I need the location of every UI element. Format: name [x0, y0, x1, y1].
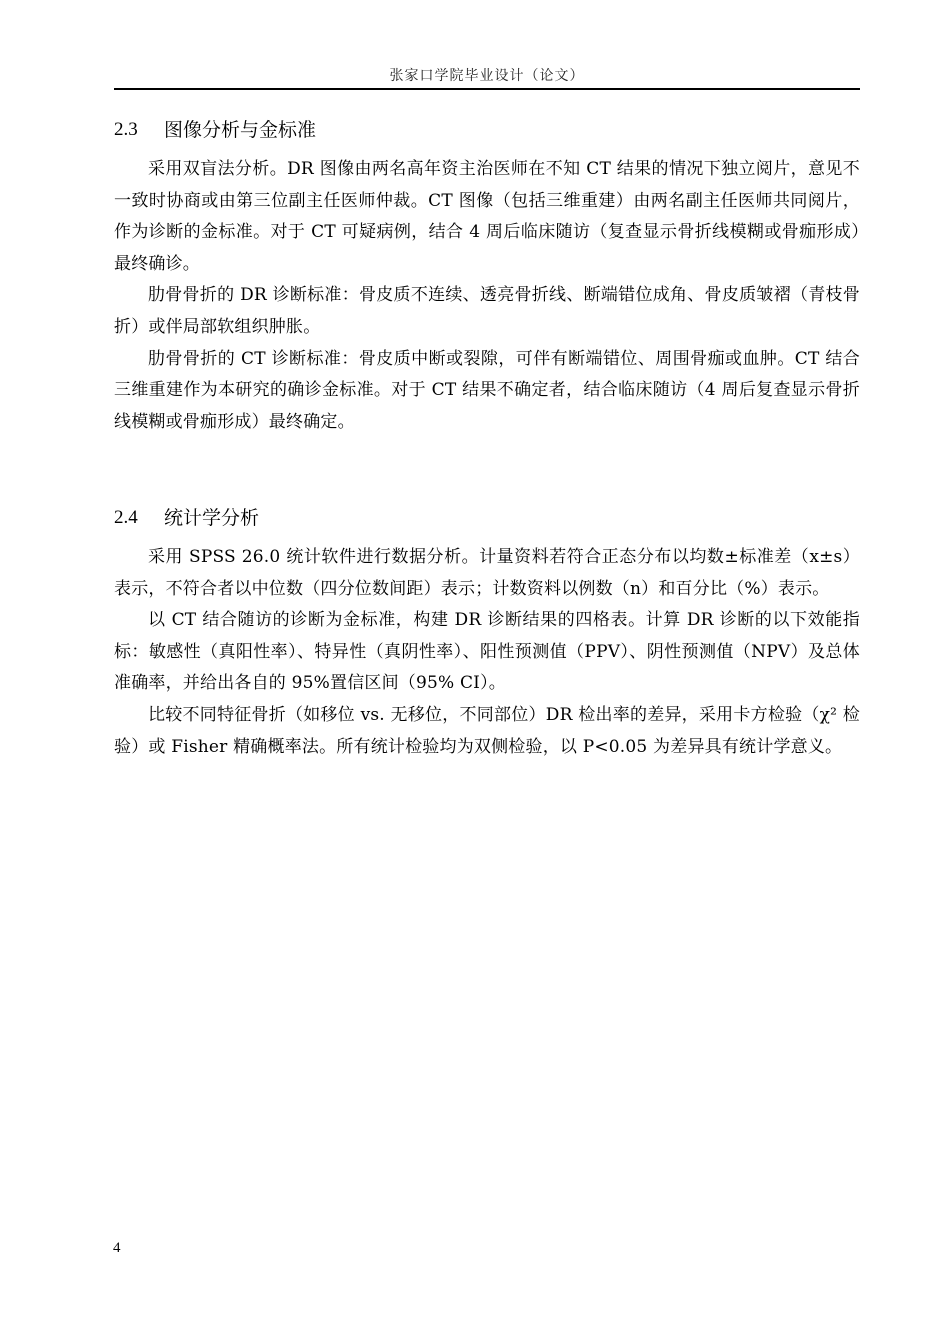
page-number: 4 — [113, 1240, 121, 1256]
section-heading — [114, 116, 860, 144]
paragraph: 肋骨骨折的 DR 诊断标准：骨皮质不连续、透亮骨折线、断端错位成角、骨皮质皱褶（青枝骨折）或伴局部软组织肿胀。 — [114, 285, 860, 337]
section-title: 统计学分析 — [164, 507, 260, 529]
paragraph: 以 CT 结合随访的诊断为金标准，构建 DR 诊断结果的四格表。计算 DR 诊断的以下效能指标：敏感性（真阳性率）、特异性（真阴性率）、阳性预测值（PPV）、阴性预测值（NPV）及总体准确率，并给出各自的 95%置信区间（95% CI）。 — [114, 610, 860, 694]
section-title: 图像分析与金标准 — [164, 119, 317, 141]
running-header: 张家口学院毕业设计（论文） — [389, 68, 585, 84]
paragraph: 比较不同特征骨折（如移位 vs. 无移位，不同部位）DR 检出率的差异，采用卡方检验（χ² 检验）或 Fisher 精确概率法。所有统计检验均为双侧检验，以 P<0.05 为差异具有统计学意义。 — [114, 704, 860, 757]
section-number: 2.4 — [114, 507, 138, 528]
paragraph: 肋骨骨折的 CT 诊断标准：骨皮质中断或裂隙，可伴有断端错位、周围骨痂或血肿。CT 结合三维重建作为本研究的确诊金标准。对于 CT 结果不确定者，结合临床随访（4 周后复查显示骨折线模糊或骨痂形成）最终确定。 — [114, 348, 860, 432]
paragraph: 采用 SPSS 26.0 统计软件进行数据分析。计量资料若符合正态分布以均数±标准差（x±s）表示，不符合者以中位数（四分位数间距）表示；计数资料以例数（n）和百分比（%）表示。 — [114, 547, 860, 599]
header-rule — [114, 88, 860, 90]
section-number: 2.3 — [114, 119, 138, 140]
section-2-3 — [114, 116, 860, 438]
section-2-4 — [114, 504, 860, 763]
section-heading — [114, 504, 860, 532]
paragraph: 采用双盲法分析。DR 图像由两名高年资主治医师在不知 CT 结果的情况下独立阅片，意见不一致时协商或由第三位副主任医师仲裁。CT 图像（包括三维重建）由两名副主任医师共同阅片，作为诊断的金标准。对于 CT 可疑病例，结合 4 周后临床随访（复查显示骨折线模糊或骨痂形成）最终确诊。 — [114, 159, 860, 274]
